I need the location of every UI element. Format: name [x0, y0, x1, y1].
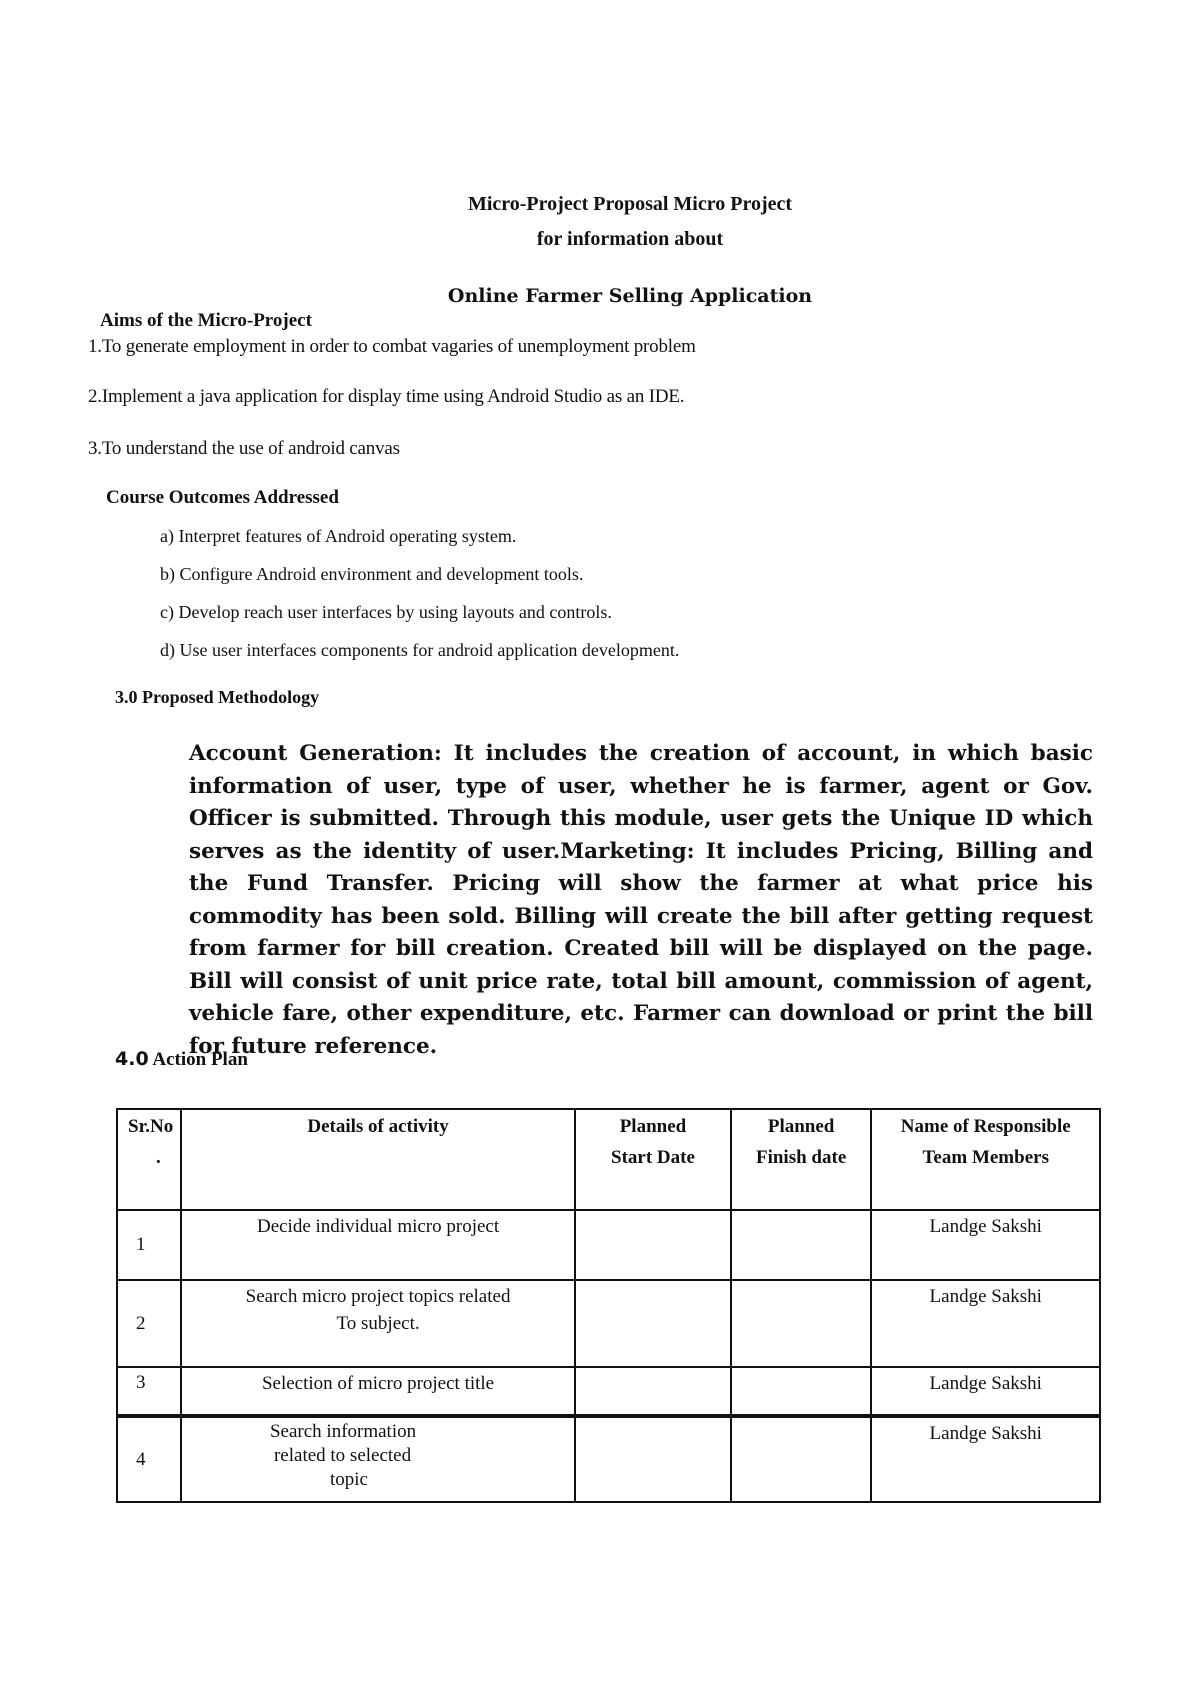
action-plan-heading [115, 1048, 248, 1071]
outcome-item-b: b) Configure Android environment and development tools. [160, 564, 584, 584]
activity-line: Search information [269, 1421, 417, 1442]
table-header-row [117, 1109, 1100, 1210]
outcome-item-a: a) Interpret features of Android operating system. [160, 526, 517, 546]
row-start-date [575, 1280, 731, 1367]
member-name: Landge Sakshi [929, 1423, 1042, 1444]
table-row [117, 1210, 1100, 1280]
proposal-title-line2: for information about [536, 228, 724, 250]
activity-line: Search micro project topics related [245, 1286, 511, 1307]
row-member [871, 1416, 1100, 1502]
member-name: Landge Sakshi [929, 1286, 1042, 1307]
responsible-header-line2: Team Members [922, 1147, 1049, 1168]
course-outcomes-heading: Course Outcomes Addressed [106, 487, 339, 508]
row-activity [181, 1210, 575, 1280]
row-start-date [575, 1367, 731, 1416]
aim-item-2: 2.Implement a java application for display time using Android Studio as an IDE. [88, 386, 685, 407]
activity-line: Decide individual micro project [256, 1216, 500, 1237]
start-date-header-line2: Start Date [611, 1147, 695, 1168]
details-header [181, 1109, 575, 1210]
row-activity [181, 1416, 575, 1502]
row-finish-date [731, 1210, 872, 1280]
finish-date-header-line1: Planned [767, 1116, 835, 1137]
finish-date-header [731, 1109, 872, 1210]
row-sr-no: 4 [117, 1416, 181, 1502]
activity-line: To subject. [336, 1313, 420, 1334]
member-name: Landge Sakshi [929, 1216, 1042, 1237]
activity-line: Selection of micro project title [261, 1373, 495, 1394]
aims-heading: Aims of the Micro-Project [100, 310, 312, 331]
sr-no-header-line1: Sr.No [128, 1116, 174, 1137]
row-sr-no: 3 [117, 1367, 181, 1416]
finish-date-header-line2: Finish date [755, 1147, 847, 1168]
methodology-heading: 3.0 Proposed Methodology [115, 687, 320, 707]
sr-no-header-line2: . [156, 1147, 161, 1168]
action-plan-table [116, 1108, 1101, 1503]
responsible-header-line1: Name of Responsible [900, 1116, 1071, 1137]
table-row [117, 1280, 1100, 1367]
activity-line: related to selected [273, 1445, 412, 1466]
sr-no-header [117, 1109, 181, 1210]
details-header-text: Details of activity [307, 1116, 449, 1137]
start-date-header-line1: Planned [619, 1116, 687, 1137]
row-finish-date [731, 1367, 872, 1416]
row-activity [181, 1367, 575, 1416]
row-finish-date [731, 1416, 872, 1502]
row-member [871, 1280, 1100, 1367]
row-start-date [575, 1416, 731, 1502]
row-member [871, 1367, 1100, 1416]
row-activity [181, 1280, 575, 1367]
row-start-date [575, 1210, 731, 1280]
member-name: Landge Sakshi [929, 1373, 1042, 1394]
outcome-item-c: c) Develop reach user interfaces by using layouts and controls. [160, 602, 612, 622]
action-plan-number: 4.0 [115, 1048, 149, 1070]
action-plan-title: Action Plan [152, 1049, 248, 1070]
aim-item-1: 1.To generate employment in order to combat vagaries of unemployment problem [88, 336, 696, 357]
aim-item-3: 3.To understand the use of android canvas [88, 438, 400, 459]
table-row [117, 1416, 1100, 1502]
table-row [117, 1367, 1100, 1416]
row-sr-no: 2 [117, 1280, 181, 1367]
outcome-item-d: d) Use user interfaces components for android application development. [160, 640, 680, 660]
project-title: Online Farmer Selling Application [447, 285, 813, 307]
row-sr-no: 1 [117, 1210, 181, 1280]
responsible-header [871, 1109, 1100, 1210]
row-member [871, 1210, 1100, 1280]
proposal-title-line1: Micro-Project Proposal Micro Project [467, 193, 793, 215]
activity-line: topic [329, 1469, 368, 1490]
methodology-paragraph: Account Generation: It includes the creation of account, in which basic information of user, type of user, whether he is farmer, agent or Gov. Officer is submitted. Through this module, user gets the Unique ID which serves as the identity of user.Marketing: It includes Pricing, Billing and the Fund Transfer. Pricing will show the farmer at what price his commodity has been sold. Billing will create the bill after getting request from farmer for bill creation. Created bill will be displayed on the page. Bill will consist of unit price rate, total bill amount, commission of agent, vehicle fare, other expenditure, etc. Farmer can download or print the bill for future reference. [189, 741, 1093, 1059]
start-date-header [575, 1109, 731, 1210]
row-finish-date [731, 1280, 872, 1367]
